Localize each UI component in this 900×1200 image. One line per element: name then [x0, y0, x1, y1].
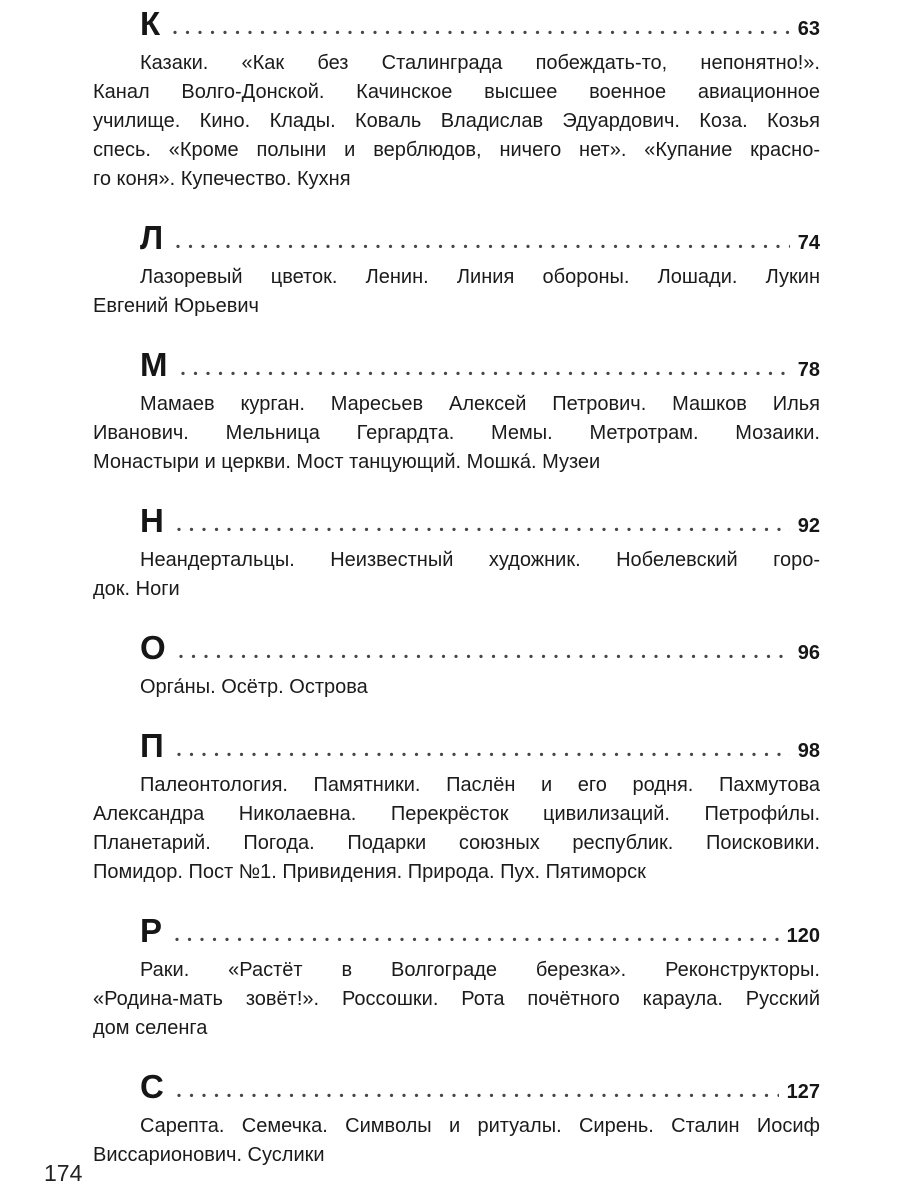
toc-heading-l [140, 220, 820, 261]
toc-entries [93, 1112, 820, 1170]
toc-heading-s [140, 1069, 820, 1110]
toc-heading-p [140, 728, 820, 769]
toc-page-number: 92 [797, 515, 820, 537]
toc-section-k [93, 6, 820, 194]
toc-entry-line: док. Ноги [93, 578, 180, 600]
toc-letter: С [140, 1068, 164, 1105]
toc-entry-line: Виссарионович. Суслики [93, 1144, 325, 1166]
dotted-leader [181, 371, 790, 376]
toc-page-number: 120 [786, 925, 820, 947]
toc-section-m [93, 347, 820, 477]
toc-letter: Н [140, 502, 164, 539]
toc-entry-line: Помидор. Пост №1. Привидения. Природа. Пух. Пятиморск [93, 861, 646, 883]
dotted-leader [177, 1093, 779, 1098]
toc-section-r [93, 913, 820, 1043]
toc-entries [93, 771, 820, 887]
toc-entries [93, 546, 820, 604]
toc-entry-line: училище. Кино. Клады. Коваль Владислав Эдуардович. Коза. Козья [93, 110, 820, 132]
toc-section-s [93, 1069, 820, 1170]
toc-entry-line: го коня». Купечество. Кухня [93, 168, 351, 190]
toc-section-p [93, 728, 820, 887]
toc-entry-line: Казаки. «Как без Сталинграда побеждать-то, непонятно!». [140, 52, 820, 74]
toc-entry-line: Орга́ны. Осётр. Острова [140, 676, 368, 698]
toc-entries [93, 673, 820, 702]
toc-page-number: 78 [797, 359, 820, 381]
toc-heading-n [140, 503, 820, 544]
toc-letter: О [140, 629, 166, 666]
toc-section-o [93, 630, 820, 702]
toc-entry-line: спесь. «Кроме полыни и верблюдов, ничего нет». «Купание красно- [93, 139, 820, 161]
toc-entry-line: Монастыри и церкви. Мост танцующий. Мошка́. Музеи [93, 451, 601, 473]
toc-entry-line: Лазоревый цветок. Ленин. Линия обороны. Лошади. Лукин [140, 266, 820, 288]
toc-heading-k [140, 6, 820, 47]
toc-letter: М [140, 346, 168, 383]
toc-entries [93, 49, 820, 194]
toc-heading-m [140, 347, 820, 388]
toc-section-n [93, 503, 820, 604]
toc-entry-line: Палеонтология. Памятники. Паслён и его родня. Пахмутова [140, 774, 820, 796]
dotted-leader [175, 937, 779, 942]
toc-entry-line: дом селенга [93, 1017, 208, 1039]
dotted-leader [177, 527, 790, 532]
toc-entry-line: Планетарий. Погода. Подарки союзных республик. Поисковики. [93, 832, 820, 854]
toc-letter: Л [140, 219, 164, 256]
toc-entry-line: Раки. «Растёт в Волгограде березка». Реконструкторы. [140, 959, 820, 981]
toc-entry-line: Иванович. Мельница Гергардта. Мемы. Метротрам. Мозаики. [93, 422, 820, 444]
toc-heading-r [140, 913, 820, 954]
toc-page-number: 63 [797, 18, 820, 40]
dotted-leader [177, 752, 790, 757]
toc-entries [93, 263, 820, 321]
toc-letter: К [140, 5, 161, 42]
toc-page-number: 98 [797, 740, 820, 762]
dotted-leader [173, 30, 790, 35]
toc-entry-line: «Родина-мать зовёт!». Россошки. Рота почётного караула. Русский [93, 988, 820, 1010]
toc-letter: П [140, 727, 164, 764]
dotted-leader [179, 654, 790, 659]
dotted-leader [176, 244, 790, 249]
toc-entry-line: Канал Волго-Донской. Качинское высшее военное авиационное [93, 81, 820, 103]
toc-page-number: 74 [797, 232, 820, 254]
toc-entries [93, 956, 820, 1043]
toc-heading-o [140, 630, 820, 671]
toc-page-number: 127 [786, 1081, 820, 1103]
toc-entry-line: Евгений Юрьевич [93, 295, 259, 317]
toc-entry-line: Мамаев курган. Маресьев Алексей Петрович. Машков Илья [140, 393, 820, 415]
folio-page-number: 174 [44, 1160, 83, 1186]
toc-entry-line: Александра Николаевна. Перекрёсток цивилизаций. Петрофи́лы. [93, 803, 820, 825]
toc-page-number: 96 [797, 642, 820, 664]
toc-letter: Р [140, 912, 163, 949]
toc-entry-line: Сарепта. Семечка. Символы и ритуалы. Сирень. Сталин Иосиф [140, 1115, 820, 1137]
toc-section-l [93, 220, 820, 321]
toc-entry-line: Неандертальцы. Неизвестный художник. Нобелевский горо- [140, 549, 820, 571]
toc-entries [93, 390, 820, 477]
